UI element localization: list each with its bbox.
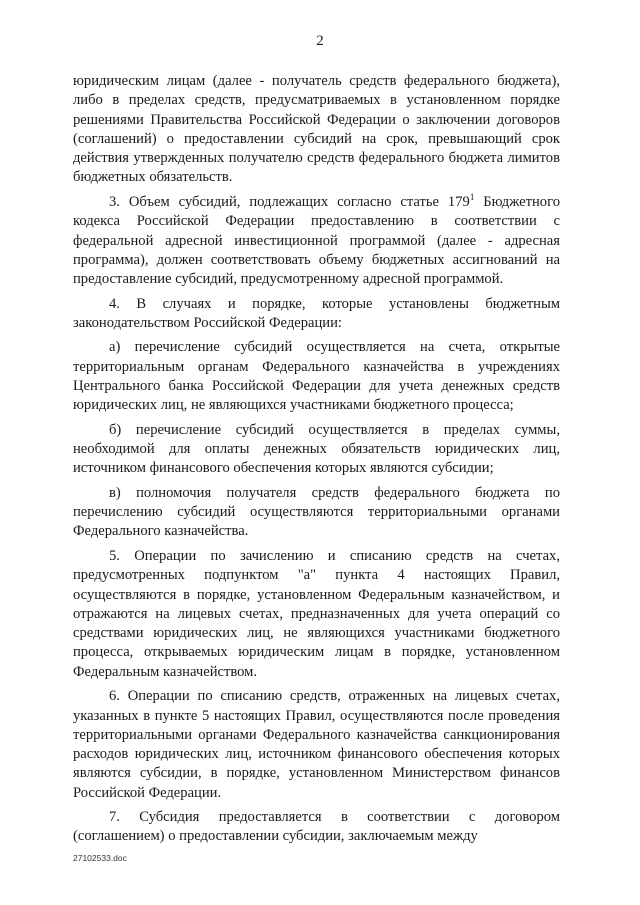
paragraph-4v: в) полномочия получателя средств федерального бюджета по перечислению субсидий осуществляются территориальными органами Федерального казначейства. [73,484,560,540]
paragraph-3-text: 3. Объем субсидий, подлежащих согласно статье 179 [109,193,470,210]
page-number: 2 [316,33,324,49]
paragraph-4: 4. В случаях и порядке, которые установлены бюджетным законодательством Российской Федерации: [73,295,560,331]
paragraph-3-text-rest: Бюджетного кодекса Российской Федерации предоставлению в соответствии с федеральной адресной инвестиционной программой (далее - адресная программа), должен соответствовать объему бюджетных ассигнований на предоставление субсидий, предусмотренному адресной программой. [73,193,560,288]
document-filename: 27102533.doc [73,853,127,863]
paragraph-5: 5. Операции по зачислению и списанию средств на счетах, предусмотренных подпунктом "а" пункта 4 настоящих Правил, осуществляются в порядке, установленном Федеральным казначейством, и отражаются на лицевых счетах, предназначенных для учета операций со средствами юридических лиц, не являющихся участниками бюджетного процесса, открываемых юридическим лицам в порядке, установленном Федеральным казначейством. [73,547,560,680]
paragraph-continuation: юридическим лицам (далее - получатель средств федерального бюджета), либо в пределах средств, предусматриваемых в установленном порядке решениями Правительства Российской Федерации о заключении договоров (соглашений) о предоставлении субсидий на срок, превышающий срок действия утвержденных получателю средств федерального бюджета лимитов бюджетных обязательств. [73,73,560,186]
paragraph-3 [73,193,560,289]
paragraph-7: 7. Субсидия предоставляется в соответствии с договором (соглашением) о предоставлении субсидии, заключаемым между [73,809,560,845]
paragraph-4b: б) перечисление субсидий осуществляется в пределах суммы, необходимой для оплаты денежных обязательств юридических лиц, источником финансового обеспечения которых являются субсидии; [73,421,560,477]
paragraph-4a: а) перечисление субсидий осуществляется на счета, открытые территориальным органам Федерального казначейства в учреждениях Центрального банка Российской Федерации для учета денежных средств юридических лиц, не являющихся участниками бюджетного процесса; [73,339,560,414]
article-superscript: 1 [469,191,475,202]
paragraph-6: 6. Операции по списанию средств, отраженных на лицевых счетах, указанных в пункте 5 настоящих Правил, осуществляются после проведения территориальными органами Федерального казначейства санкционирования расходов юридических лиц, источником финансового обеспечения которых являются субсидии, в порядке, установленном Министерством финансов Российской Федерации. [73,688,560,801]
document-body [73,72,560,852]
